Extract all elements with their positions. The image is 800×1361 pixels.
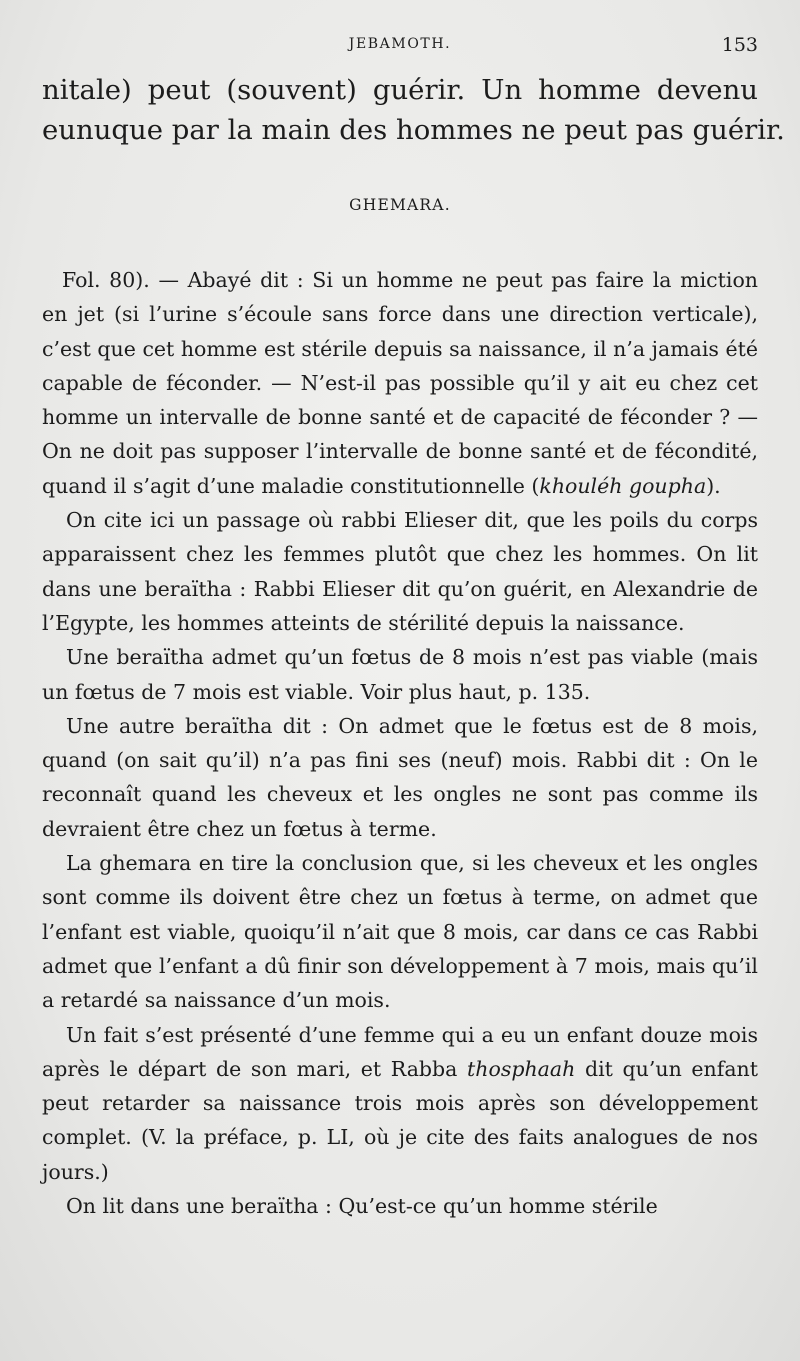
paragraph-5 bbox=[42, 846, 758, 1017]
paragraph-6-italic: thosphaah bbox=[467, 1056, 576, 1081]
paragraph-1-text: Fol. 80). — Abayé dit : Si un homme ne peut pas faire la miction en jet (si l’urine s’écoule sans force dans une direction verticale), c’est que cet homme est stérile depuis sa naissance, il n’a jamais été capable de féconder. — N’est-il pas possible qu’il y ait eu chez cet homme un intervalle de bonne santé et de capacité de féconder ? — On ne doit pas supposer l’intervalle de bonne santé et de fécondité, quand il s’agit d’une maladie constitutionnelle ( bbox=[42, 268, 758, 498]
paragraph-3 bbox=[42, 640, 758, 709]
paragraph-1-italic: khouléh goupha bbox=[539, 473, 707, 498]
paragraph-7 bbox=[42, 1189, 758, 1223]
paragraph-6 bbox=[42, 1018, 758, 1189]
paragraph-6-tail: dit qu’un enfant peut retarder sa naissance trois mois après son développement complet. (V. la préface, p. LI, où je cite des faits analogues de nos jours.) bbox=[42, 1056, 758, 1184]
opening-line-1: nitale) peut (souvent) guérir. Un homme devenu bbox=[42, 74, 758, 106]
paragraph-4 bbox=[42, 709, 758, 846]
paragraph-3-text: Une beraïtha admet qu’un fœtus de 8 mois n’est pas viable (mais un fœtus de 7 mois est viable. Voir plus haut, p. 135. bbox=[42, 645, 758, 704]
opening-line-2: eunuque par la main des hommes ne peut pas guérir. bbox=[42, 114, 785, 146]
page-number: 153 bbox=[721, 34, 758, 56]
paragraph-2-text: On cite ici un passage où rabbi Elieser dit, que les poils du corps apparaissent chez les femmes plutôt que chez les hommes. On lit dans une beraïtha : Rabbi Elieser dit qu’on guérit, en Alexandrie de l’Egypte, les hommes atteints de stérilité depuis la naissance. bbox=[42, 508, 758, 635]
paragraph-4-text: Une autre beraïtha dit : On admet que le fœtus est de 8 mois, quand (on sait qu’il) n’a pas fini ses (neuf) mois. Rabbi dit : On le reconnaît quand les cheveux et les ongles ne sont pas comme ils devraient être chez un fœtus à terme. bbox=[42, 713, 758, 841]
paragraph-5-text: La ghemara en tire la conclusion que, si les cheveux et les ongles sont comme ils doivent être chez un fœtus à terme, on admet que l’enfant est viable, quoiqu’il n’ait que 8 mois, car dans ce cas Rabbi admet que l’enfant a dû finir son développement à 7 mois, mais qu’il a retardé sa naissance d’un mois. bbox=[42, 851, 758, 1013]
opening-text bbox=[42, 70, 785, 150]
section-heading: GHEMARA. bbox=[349, 196, 451, 214]
body-text bbox=[42, 263, 758, 1223]
paragraph-1-tail: ). bbox=[706, 473, 721, 498]
running-head bbox=[42, 34, 758, 58]
running-title: JEBAMOTH. bbox=[348, 36, 452, 52]
paragraph-2 bbox=[42, 503, 758, 640]
paragraph-6-text: Un fait s’est présenté d’une femme qui a eu un enfant douze mois après le départ de son mari, et Rabba bbox=[42, 1022, 758, 1081]
paragraph-1 bbox=[42, 263, 758, 503]
paragraph-7-text: On lit dans une beraïtha : Qu’est-ce qu’un homme stérile bbox=[66, 1194, 658, 1219]
